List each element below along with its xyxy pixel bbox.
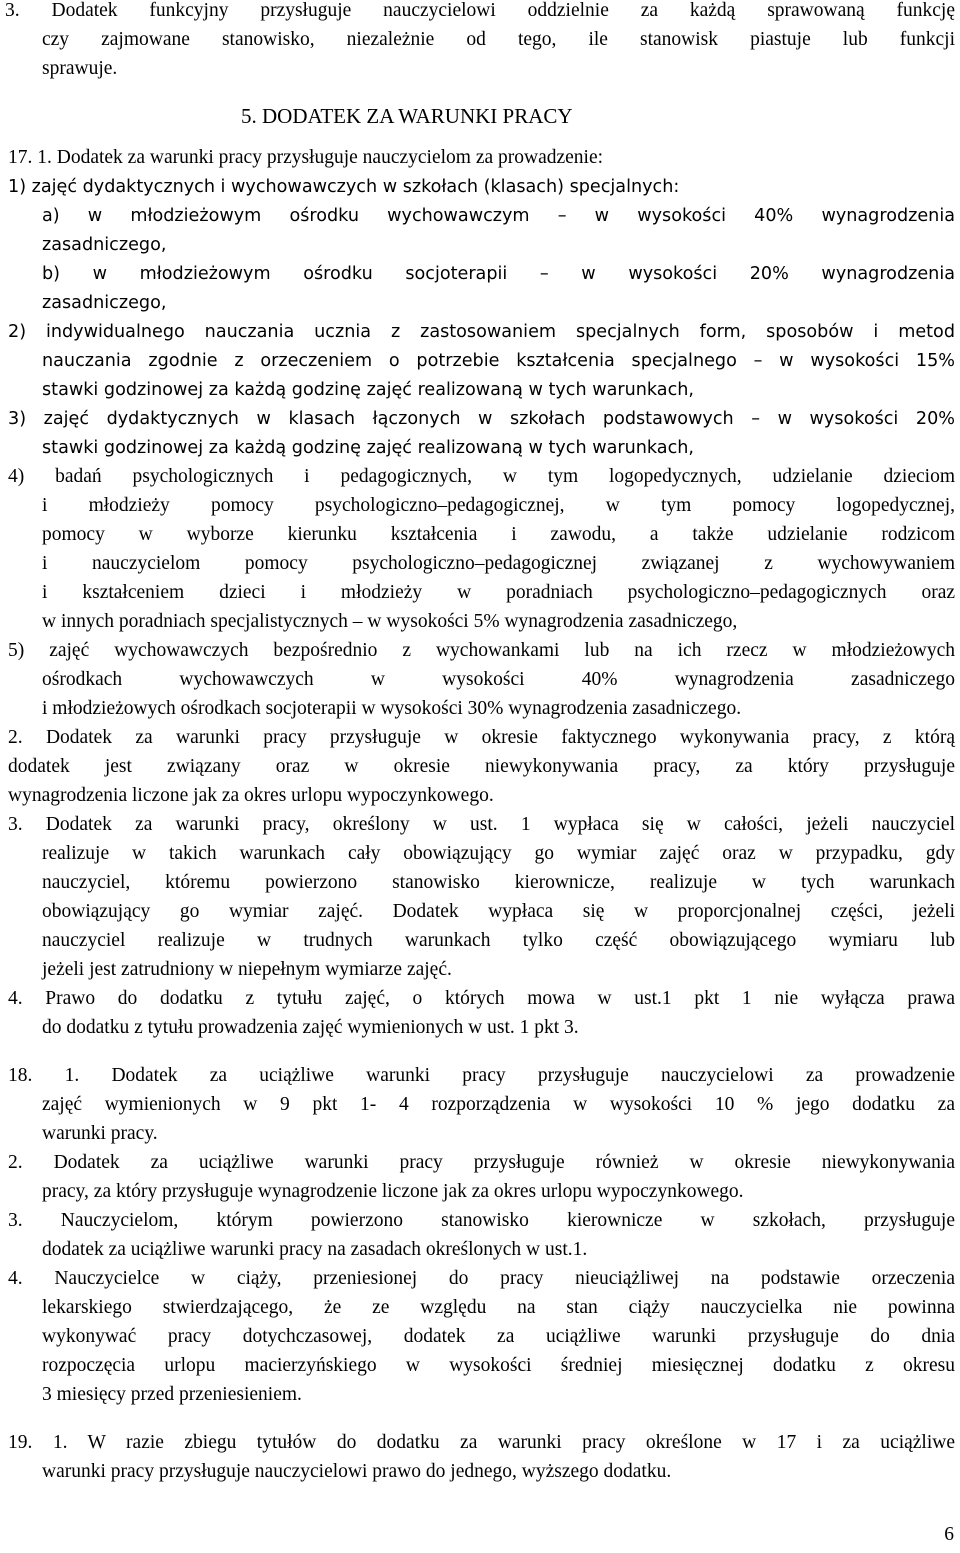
list-item: zasadniczego, (42, 235, 167, 255)
list-item: w innych poradniach specjalistycznych – w wysokości 5% wynagrodzenia zasadniczego, (42, 611, 738, 632)
list-item: 2) indywidualnego nauczania ucznia z zastosowaniem specjalnych form, sposobów i metod (8, 322, 955, 342)
list-item: 3) zajęć dydaktycznych w klasach łączonych w szkołach podstawowych – w wysokości 20% (8, 409, 955, 429)
paragraph-line: 2. Dodatek za warunki pracy przysługuje w okresie faktycznego wykonywania pracy, z którą (8, 727, 955, 748)
paragraph-line: nauczyciel realizuje w trudnych warunkach tylko część obowiązującego wymiaru lub (42, 930, 955, 951)
paragraph-line: nauczyciel, któremu powierzono stanowisko kierownicze, realizuje w tych warunkach (42, 872, 955, 893)
list-item: stawki godzinowej za każdą godzinę zajęć realizowaną w tych warunkach, (42, 380, 694, 400)
paragraph-line: do dodatku z tytułu prowadzenia zajęć wymienionych w ust. 1 pkt 3. (42, 1017, 579, 1038)
paragraph-line: 2. Dodatek za uciążliwe warunki pracy przysługuje również w okresie niewykonywania (8, 1152, 955, 1173)
list-item: a) w młodzieżowym ośrodku wychowawczym – w wysokości 40% wynagrodzenia (42, 206, 955, 226)
paragraph-line: wynagrodzenia liczone jak za okres urlopu wypoczynkowego. (8, 785, 494, 806)
paragraph-line: sprawuje. (42, 58, 118, 79)
list-item: i nauczycielom pomocy psychologiczno–pedagogicznej związanej z wychowywaniem (42, 553, 955, 574)
paragraph-line: warunki pracy. (42, 1123, 158, 1144)
list-item: ośrodkach wychowawczych w wysokości 40% wynagrodzenia zasadniczego (42, 669, 955, 690)
list-item: nauczania zgodnie z orzeczeniem o potrzebie kształcenia specjalnego – w wysokości 15% (42, 351, 955, 371)
list-item: pomocy w wyborze kierunku kształcenia i zawodu, a także udzielanie rodzicom (42, 524, 955, 545)
paragraph-line: rozpoczęcia urlopu macierzyńskiego w wysokości średniej miesięcznej dodatku z okresu (42, 1355, 955, 1376)
paragraph-line: lekarskiego stwierdzającego, że ze względu na stan ciąży nauczycielka nie powinna (42, 1297, 955, 1318)
list-item: stawki godzinowej za każdą godzinę zajęć realizowaną w tych warunkach, (42, 438, 694, 458)
paragraph-line: wykonywać pracy dotychczasowej, dodatek za uciążliwe warunki przysługuje do dnia (42, 1326, 955, 1347)
paragraph-line: 17. 1. Dodatek za warunki pracy przysługuje nauczycielom za prowadzenie: (8, 147, 604, 168)
list-item: zasadniczego, (42, 293, 167, 313)
list-item: b) w młodzieżowym ośrodku socjoterapii – w wysokości 20% wynagrodzenia (42, 264, 955, 284)
page-number: 6 (944, 1524, 954, 1545)
paragraph-line: 3. Dodatek za warunki pracy, określony w ust. 1 wypłaca się w całości, jeżeli nauczyciel (8, 814, 955, 835)
paragraph-line: 4. Prawo do dodatku z tytułu zajęć, o których mowa w ust.1 pkt 1 nie wyłącza prawa (8, 988, 955, 1009)
list-item: i młodzieżowych ośrodkach socjoterapii w wysokości 30% wynagrodzenia zasadniczego. (42, 698, 742, 719)
list-item: i kształceniem dzieci i młodzieży w poradniach psychologiczno–pedagogicznych oraz (42, 582, 955, 603)
paragraph-line: 3. Nauczycielom, którym powierzono stanowisko kierownicze w szkołach, przysługuje (8, 1210, 955, 1231)
paragraph-line: 18. 1. Dodatek za uciążliwe warunki pracy przysługuje nauczycielowi za prowadzenie (8, 1065, 955, 1086)
paragraph-line: realizuje w takich warunkach cały obowiązujący go wymiar zajęć oraz w przypadku, gdy (42, 843, 955, 864)
list-item: 4) badań psychologicznych i pedagogicznych, w tym logopedycznych, udzielanie dzieciom (8, 466, 955, 487)
paragraph-line: warunki pracy przysługuje nauczycielowi prawo do jednego, wyższego dodatku. (42, 1461, 672, 1482)
paragraph-line: zajęć wymienionych w 9 pkt 1- 4 rozporządzenia w wysokości 10 % jego dodatku za (42, 1094, 955, 1115)
section-heading: 5. DODATEK ZA WARUNKI PRACY (241, 104, 573, 128)
paragraph-line: czy zajmowane stanowisko, niezależnie od tego, ile stanowisk piastuje lub funkcji (42, 29, 955, 50)
paragraph-line: obowiązujący go wymiar zajęć. Dodatek wypłaca się w proporcjonalnej części, jeżeli (42, 901, 955, 922)
paragraph-line: 3 miesięcy przed przeniesieniem. (42, 1384, 302, 1405)
list-item: 1) zajęć dydaktycznych i wychowawczych w szkołach (klasach) specjalnych: (8, 177, 680, 197)
paragraph-line: 3. Dodatek funkcyjny przysługuje nauczycielowi oddzielnie za każdą sprawowaną funkcję (5, 0, 955, 21)
paragraph-line: 19. 1. W razie zbiegu tytułów do dodatku za warunki pracy określone w 17 i za uciążliwe (8, 1432, 955, 1453)
paragraph-line: dodatek jest związany oraz w okresie niewykonywania pracy, za który przysługuje (8, 756, 955, 777)
paragraph-line: dodatek za uciążliwe warunki pracy na zasadach określonych w ust.1. (42, 1239, 588, 1260)
paragraph-line: pracy, za który przysługuje wynagrodzenie liczone jak za okres urlopu wypoczynkowego. (42, 1181, 744, 1202)
paragraph-line: jeżeli jest zatrudniony w niepełnym wymiarze zajęć. (42, 959, 452, 980)
paragraph-line: 4. Nauczycielce w ciąży, przeniesionej do pracy nieuciążliwej na podstawie orzeczenia (8, 1268, 955, 1289)
list-item: 5) zajęć wychowawczych bezpośrednio z wychowankami lub na ich rzecz w młodzieżowych (8, 640, 955, 661)
list-item: i młodzieży pomocy psychologiczno–pedagogicznej, w tym pomocy logopedycznej, (42, 495, 955, 516)
